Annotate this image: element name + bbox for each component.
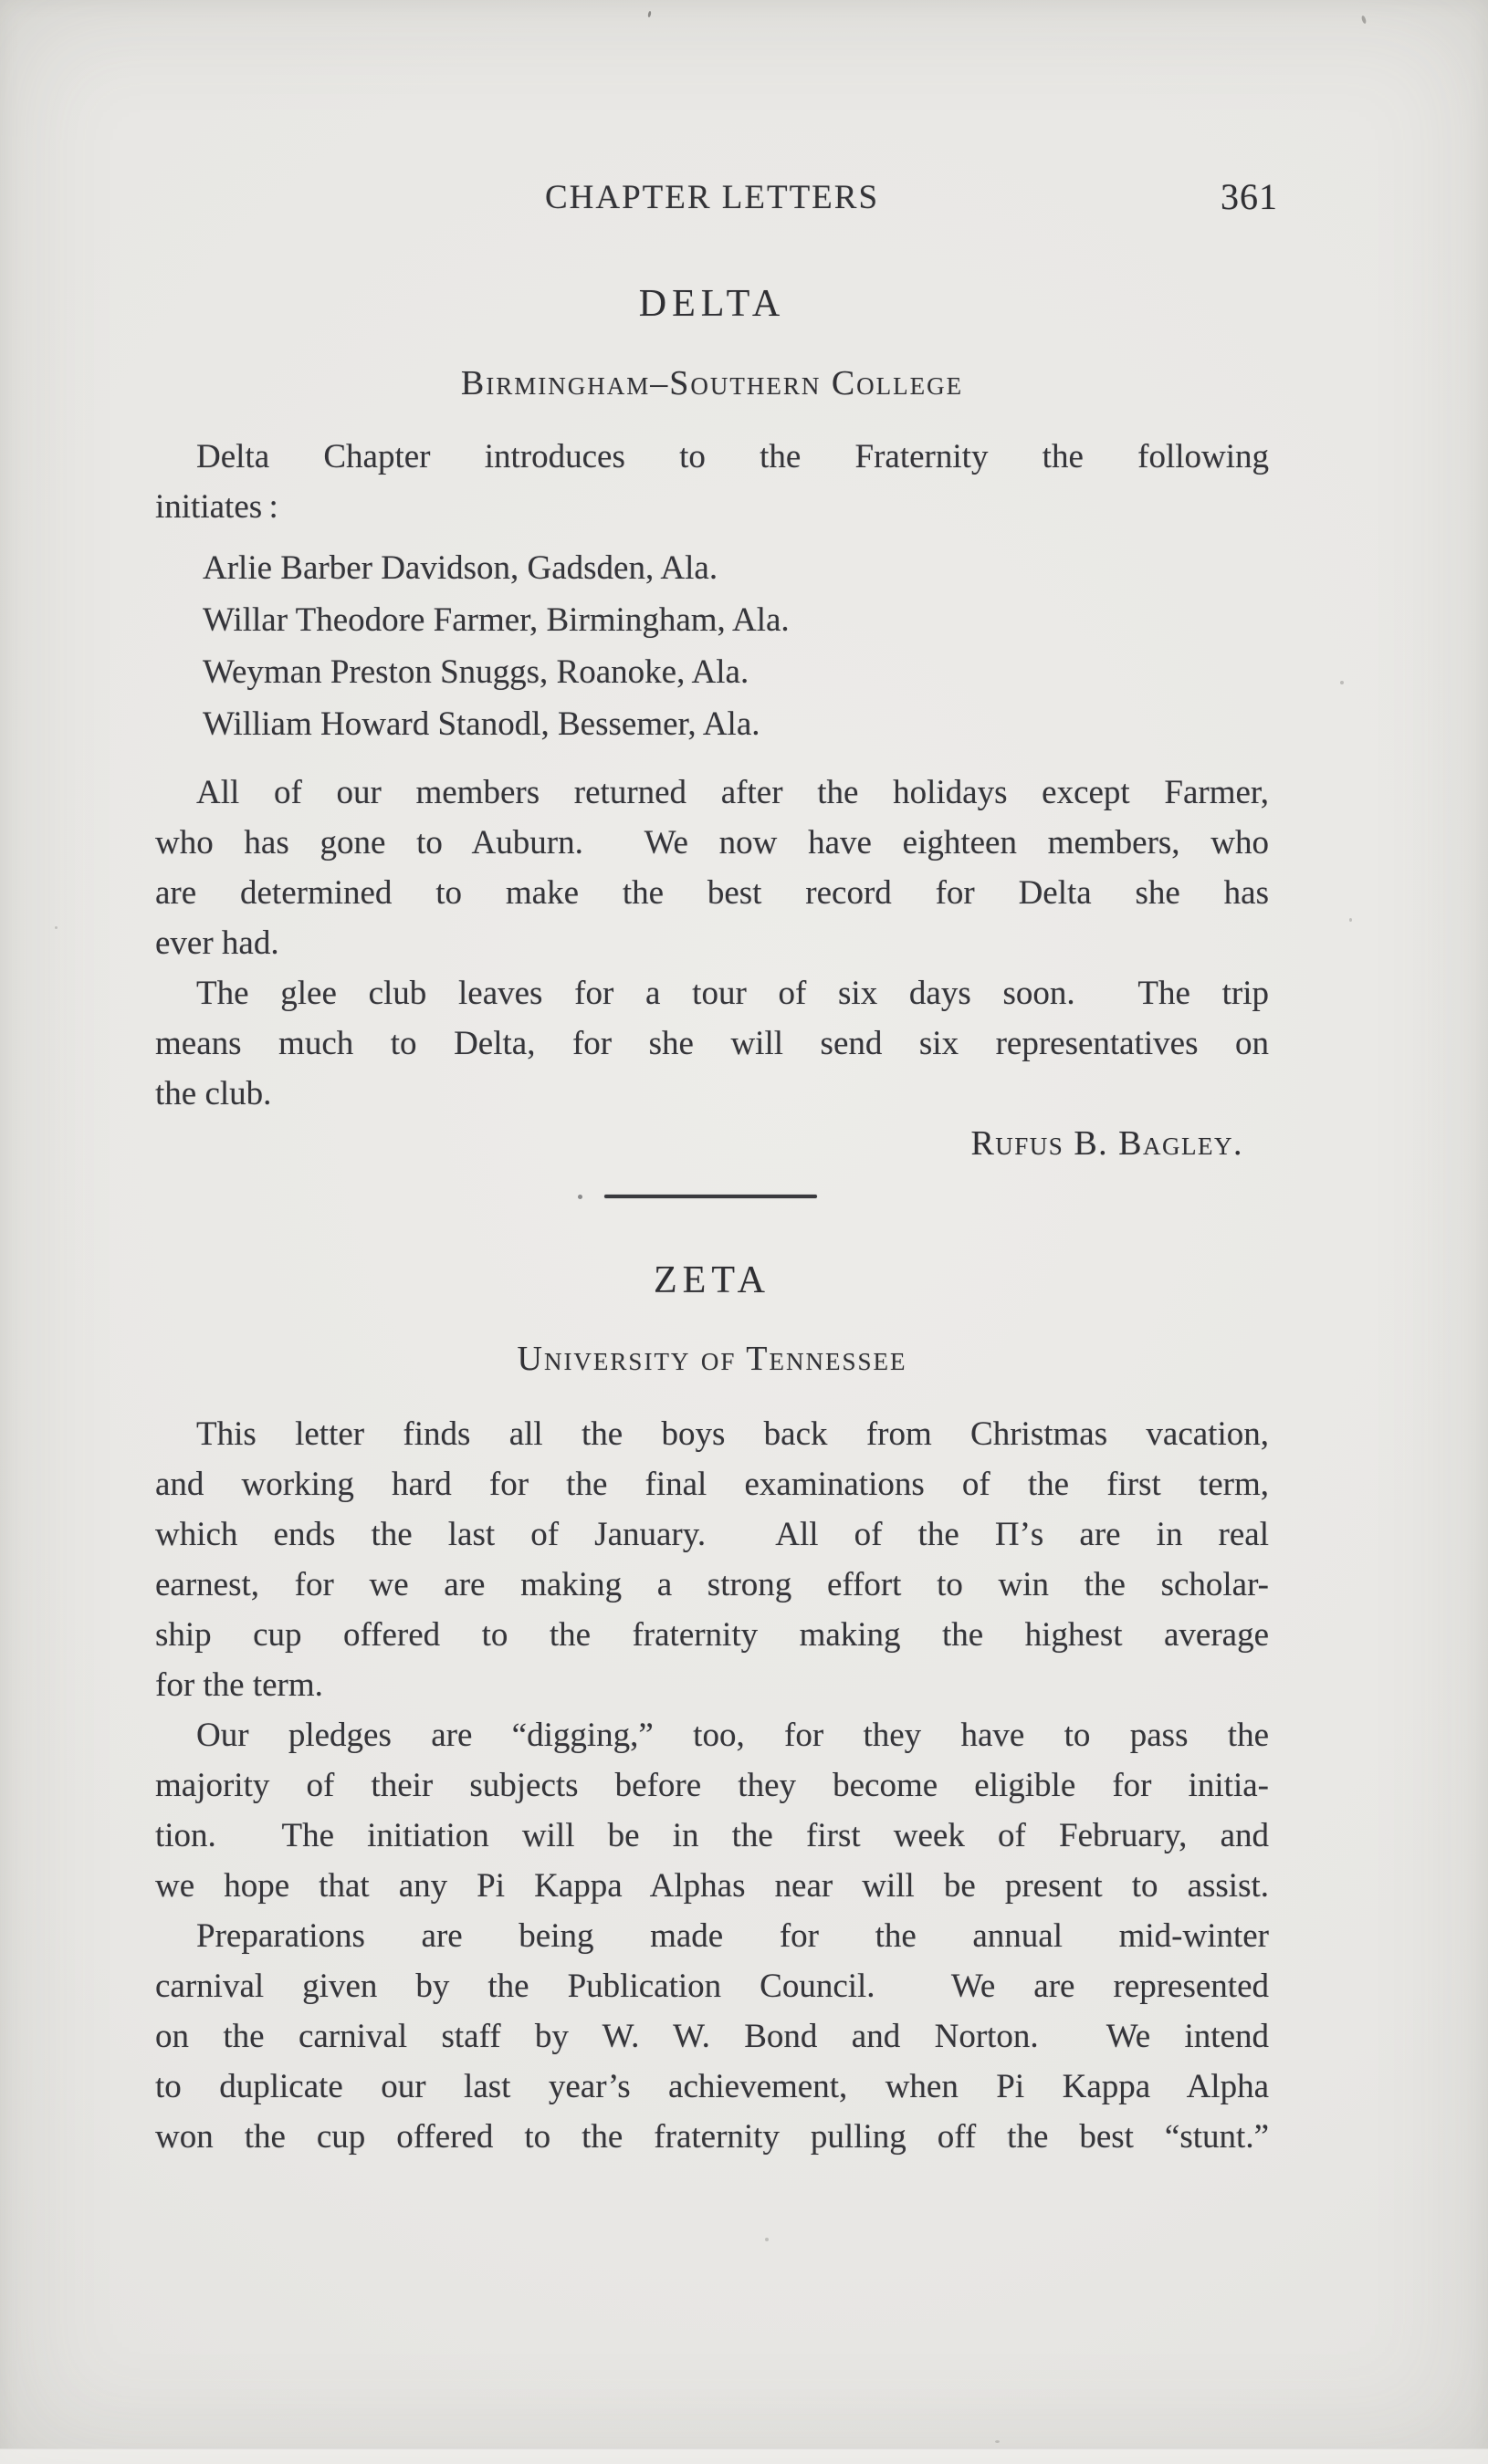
section-delta: [155, 283, 1269, 1164]
initiate-list: [203, 542, 1269, 750]
paragraph: [155, 767, 1269, 968]
text-line: ship cup offered to the fraternity making the highest average: [155, 1616, 1269, 1654]
initiate-line: William Howard Stanodl, Bessemer, Ala.: [203, 705, 760, 743]
text-line: won the cup offered to the fraternity pulling off the best “stunt.”: [155, 2118, 1269, 2156]
paragraph: [155, 968, 1269, 1119]
paragraph: [155, 1911, 1269, 2162]
text-line: who has gone to Auburn. We now have eighteen members, who: [155, 824, 1269, 861]
section-divider: [578, 1194, 1269, 1199]
scan-speck: [995, 2440, 1000, 2443]
paragraph: [155, 1710, 1269, 1911]
text-line: initiates :: [155, 488, 278, 526]
section-heading-zeta: ZETA: [654, 1259, 770, 1301]
text-line: tion. The initiation will be in the first week of February, and: [155, 1817, 1269, 1854]
text-line: majority of their subjects before they become eligible for initia-: [155, 1767, 1269, 1804]
running-head: [155, 179, 1269, 217]
text-line: This letter finds all the boys back from Christmas vacation,: [196, 1415, 1269, 1453]
text-line: for the term.: [155, 1666, 323, 1704]
scan-speck: [55, 926, 58, 929]
text-line: ever had.: [155, 924, 279, 962]
initiate-line: Willar Theodore Farmer, Birmingham, Ala.: [203, 601, 790, 639]
text-line: we hope that any Pi Kappa Alphas near will be present to assist.: [155, 1867, 1269, 1905]
initiate-line: Arlie Barber Davidson, Gadsden, Ala.: [203, 549, 718, 587]
text-line: means much to Delta, for she will send six representatives on: [155, 1025, 1269, 1062]
text-line: on the carnival staff by W. W. Bond and Norton. We intend: [155, 2018, 1269, 2055]
paragraph: [155, 432, 1269, 532]
letter-signature: Rufus B. Bagley.: [970, 1124, 1243, 1163]
scan-speck: [1349, 918, 1352, 922]
text-line: to duplicate our last year’s achievement, when Pi Kappa Alpha: [155, 2068, 1269, 2105]
text-line: All of our members returned after the holidays except Farmer,: [196, 774, 1269, 811]
scan-speck: [1361, 16, 1367, 25]
section-subheading-zeta: University of Tennessee: [517, 1340, 907, 1378]
section-subheading-delta: Birmingham–Southern College: [460, 364, 964, 402]
text-line: which ends the last of January. All of the Π’s are in real: [155, 1516, 1269, 1553]
text-line: Delta Chapter introduces to the Fraternity the following: [196, 438, 1269, 475]
text-line: earnest, for we are making a strong effort to win the scholar-: [155, 1566, 1269, 1603]
section-body-delta: [155, 432, 1269, 1164]
text-line: the club.: [155, 1075, 272, 1112]
text-line: The glee club leaves for a tour of six days soon. The trip: [196, 975, 1269, 1012]
text-line: carnival given by the Publication Council. We are represented: [155, 1968, 1269, 2005]
section-zeta: [155, 1259, 1269, 2162]
text-line: Our pledges are “digging,” too, for they have to pass the: [196, 1717, 1269, 1754]
scan-speck: [1340, 681, 1344, 684]
section-body-zeta: [155, 1409, 1269, 2162]
text-line: are determined to make the best record for Delta she has: [155, 874, 1269, 912]
text-line: and working hard for the final examinations of the first term,: [155, 1466, 1269, 1503]
section-heading-delta: DELTA: [638, 283, 786, 325]
divider-line: [604, 1195, 817, 1198]
page-number: 361: [1221, 176, 1278, 217]
paragraph: [155, 1409, 1269, 1710]
page-content: [0, 283, 1488, 2162]
divider-dot: [578, 1195, 582, 1199]
text-line: Preparations are being made for the annual mid-winter: [196, 1917, 1269, 1955]
running-head-title: CHAPTER LETTERS: [544, 179, 880, 216]
initiate-line: Weyman Preston Snuggs, Roanoke, Ala.: [203, 653, 749, 691]
scan-speck: [647, 11, 651, 17]
scan-speck: [765, 2238, 769, 2241]
